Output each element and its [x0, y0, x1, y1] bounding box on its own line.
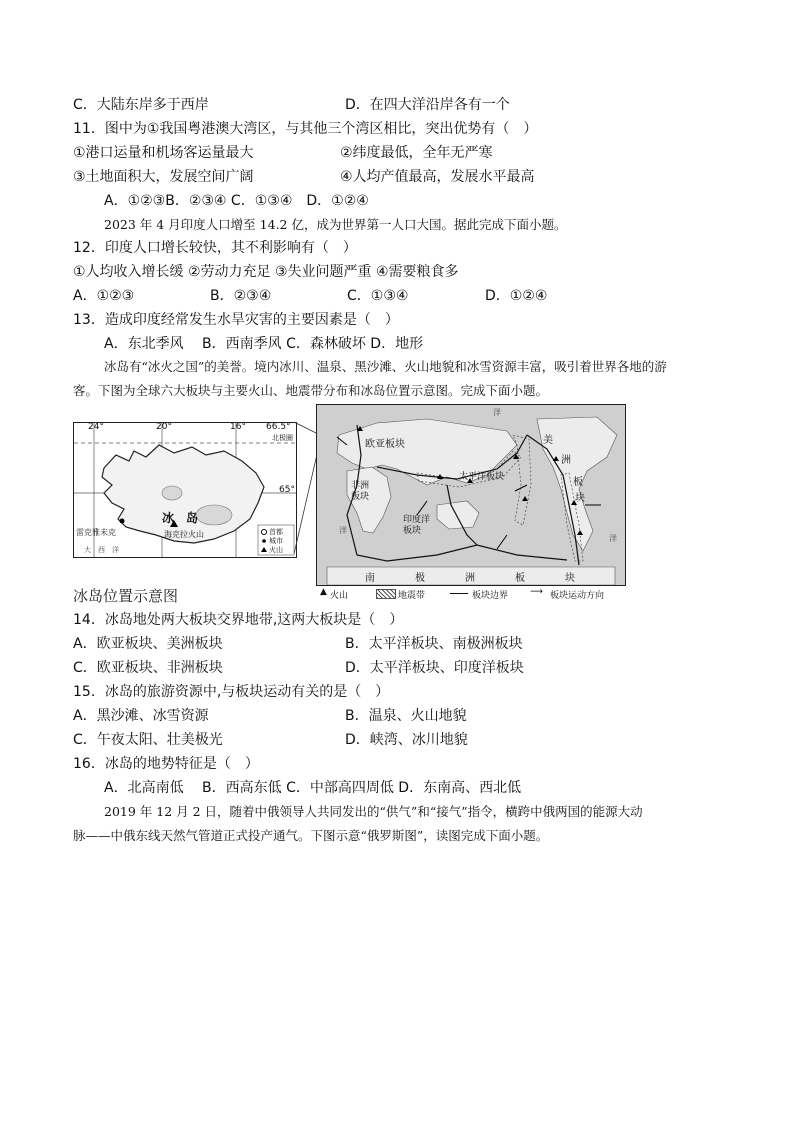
- q12-option-d: D．①②④: [485, 288, 548, 304]
- label-america-4: 块: [575, 493, 585, 504]
- volcano-label: 海克拉火山: [164, 530, 204, 539]
- glacier-shape: [162, 486, 182, 500]
- legend-arrow-text: 板块运动方向: [550, 591, 605, 601]
- seismic-belt: [513, 435, 531, 525]
- q11-item-1: ①港口运量和机场客运量最大: [73, 145, 254, 161]
- legend-arrow-icon: ⟶: [530, 587, 543, 597]
- q15-option-c: C．午夜太阳、壮美极光: [73, 732, 223, 748]
- iceland-country-label: 冰 岛: [162, 511, 199, 525]
- volcano-marker: [522, 496, 528, 501]
- q12-option-c: C．①③④: [347, 288, 409, 304]
- q14-option-c: C．欧亚板块、非洲板块: [73, 660, 223, 676]
- lat-label-65: 65°: [279, 485, 295, 495]
- iceland-map-caption: 冰岛位置示意图: [73, 587, 179, 605]
- q11-item-4: ④人均产值最高，发展水平最高: [340, 169, 535, 185]
- label-indian-plate: 印度洋 板块: [403, 515, 431, 536]
- lon-label-20: 20°: [156, 422, 172, 432]
- label-antarctic-5: 块: [565, 573, 575, 584]
- russia-intro-line2: 脉——中俄东线天然气管道正式投产通气。下图示意“俄罗斯图”，读图完成下面小题。: [73, 828, 549, 843]
- q11-answers: A．①②③B．②③④ C．①③④ D．①②④: [104, 193, 369, 209]
- plate-motion-arrow: [515, 485, 527, 491]
- legend-seismic-icon: [376, 589, 396, 599]
- legend-volcano-text: 火山: [330, 591, 349, 601]
- plate-motion-arrow: [417, 501, 427, 515]
- q15-option-d: D．峡湾、冰川地貌: [345, 732, 468, 748]
- q10-option-c: C．大陆东岸多于西岸: [73, 97, 209, 113]
- q13-answers: A．东北季风 B．西南季风 C．森林破坏 D．地形: [104, 336, 424, 352]
- plate-map-legend: [318, 587, 628, 601]
- label-pacific-plate: 太平洋板块: [459, 472, 505, 482]
- lon-label-16: 16°: [230, 422, 246, 432]
- q12-option-b: B．②③④: [210, 288, 272, 304]
- connector-line-top: [294, 422, 318, 434]
- q14-option-a: A．欧亚板块、美洲板块: [73, 636, 223, 652]
- legend-seismic-text: 地震带: [398, 591, 426, 601]
- label-ocean-mid: 洋: [493, 408, 501, 417]
- australia-land: [437, 501, 479, 529]
- label-ocean-right: 洋: [609, 534, 617, 543]
- q16-stem: 16．冰岛的地势特征是（ ）: [73, 756, 259, 772]
- label-antarctic-1: 南: [365, 573, 375, 584]
- legend-city-text: 城市: [269, 537, 283, 545]
- india-intro: 2023 年 4 月印度人口增至 14.2 亿，成为世界第一人口大国。据此完成下面小题。: [104, 217, 567, 232]
- atlantic-label: 大 西 洋: [84, 546, 119, 554]
- legend-city-icon: [262, 539, 266, 543]
- q11-stem: 11．图中为①我国粤港澳大湾区，与其他三个湾区相比，突出优势有（ ）: [73, 121, 538, 137]
- capital-label: 雷克雅未克: [76, 528, 116, 537]
- lat-label-66-5: 66.5°: [266, 422, 291, 432]
- legend-volcano-icon: ▲: [320, 587, 327, 597]
- q14-stem: 14．冰岛地处两大板块交界地带,这两大板块是（ ）: [73, 612, 404, 628]
- q16-answers: A．北高南低 B．西高东低 C．中部高四周低 D．东南高、西北低: [104, 780, 522, 796]
- label-antarctic-4: 板: [515, 573, 525, 584]
- q14-option-b: B．太平洋板块、南极洲板块: [345, 636, 523, 652]
- q12-items: ①人均收入增长缓 ②劳动力充足 ③失业问题严重 ④需要粮食多: [73, 264, 459, 280]
- q15-stem: 15．冰岛的旅游资源中,与板块运动有关的是（ ）: [73, 684, 390, 700]
- label-ocean-left: 洋: [339, 526, 347, 535]
- iceland-intro-line1: 冰岛有“冰火之国”的美誉。境内冰川、温泉、黑沙滩、火山地貌和冰雪资源丰富，吸引着世界各地的游: [104, 359, 667, 374]
- label-america-3: 板: [573, 477, 583, 488]
- legend-capital-text: 首都: [269, 528, 283, 536]
- label-antarctic-3: 洲: [465, 573, 475, 584]
- lon-label-24: 24°: [88, 422, 104, 432]
- q15-option-b: B．温泉、火山地貌: [345, 708, 467, 724]
- q11-item-3: ③土地面积大，发展空间广阔: [73, 169, 254, 185]
- label-eurasian-plate: 欧亚板块: [365, 439, 405, 450]
- label-antarctic-2: 极: [415, 573, 425, 584]
- legend-boundary-text: 板块边界: [472, 591, 509, 601]
- capital-marker: [120, 519, 125, 524]
- label-america-2: 洲: [561, 455, 571, 466]
- label-america-1: 美: [543, 435, 553, 446]
- q12-stem: 12．印度人口增长较快，其不利影响有（ ）: [73, 240, 357, 256]
- russia-intro-line1: 2019 年 12 月 2 日，随着中俄领导人共同发出的“供气”和“接气”指令，横跨中俄两国的能源大动: [104, 804, 643, 819]
- map-connector: [294, 420, 318, 560]
- q12-option-a: A．①②③: [73, 288, 135, 304]
- legend-boundary-icon: [450, 593, 468, 594]
- q10-option-d: D．在四大洋沿岸各有一个: [345, 97, 510, 113]
- arctic-circle-label: 北极圈: [272, 434, 293, 442]
- q15-option-a: A．黑沙滩、冰雪资源: [73, 708, 209, 724]
- q13-stem: 13．造成印度经常发生水旱灾害的主要因素是（ ）: [73, 312, 399, 328]
- q11-item-2: ②纬度最低，全年无严寒: [340, 145, 493, 161]
- plate-motion-arrow: [497, 535, 507, 549]
- glacier-shape: [196, 505, 232, 525]
- legend-volcano-text: 火山: [269, 546, 283, 554]
- q14-option-d: D．太平洋板块、印度洋板块: [345, 660, 524, 676]
- iceland-intro-line2: 客。下图为全球六大板块与主要火山、地震带分布和冰岛位置示意图。完成下面小题。: [73, 383, 549, 398]
- plate-map: [316, 404, 626, 586]
- iceland-location-map: [73, 422, 297, 558]
- connector-line-bottom: [294, 450, 318, 554]
- label-african-plate: 非洲 板块: [351, 481, 370, 502]
